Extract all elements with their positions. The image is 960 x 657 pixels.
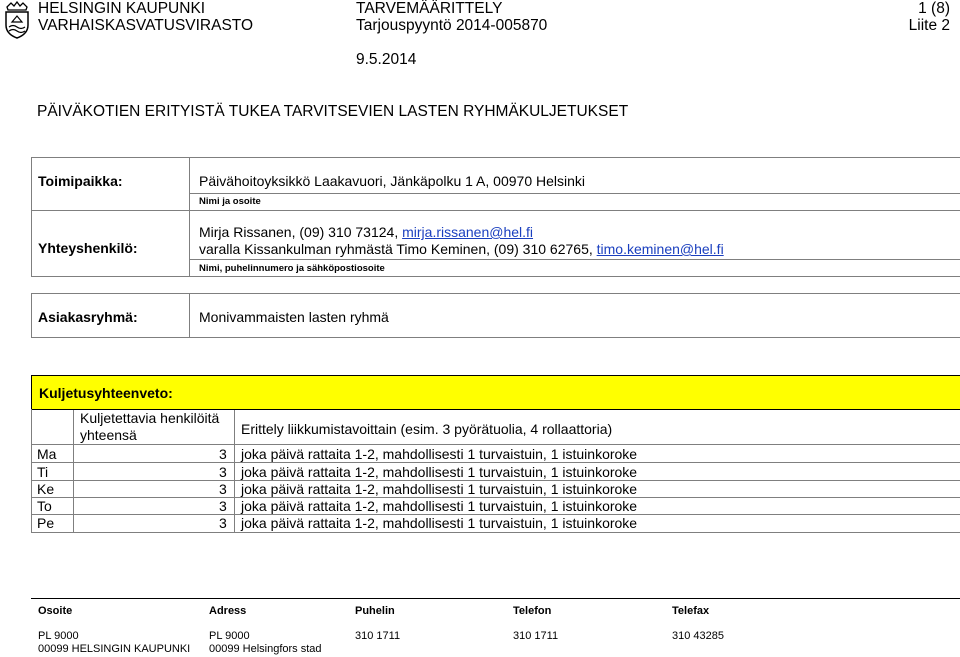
footer-telefon: 310 1711	[513, 630, 559, 642]
row-count: 3	[219, 464, 227, 480]
footer-label: Osoite	[38, 605, 73, 617]
page-number: 1 (8)	[918, 0, 950, 17]
toimipaikka-caption: Nimi ja osoite	[199, 196, 261, 207]
footer-label: Adress	[209, 605, 247, 617]
row-day: To	[37, 498, 52, 514]
city-logo	[4, 1, 30, 39]
row-count: 3	[219, 446, 227, 462]
contact-backup-text: varalla Kissankulman ryhmästä Timo Keminen, (09) 310 62765,	[199, 241, 597, 257]
doc-date: 9.5.2014	[356, 51, 417, 68]
footer-address-line-1: PL 9000	[38, 630, 79, 642]
contact-backup-email-link[interactable]: timo.keminen@hel.fi	[596, 241, 724, 257]
yhteyshenkilo-label: Yhteyshenkilö:	[38, 240, 138, 256]
org-name: HELSINGIN KAUPUNKI	[38, 0, 206, 17]
details-column-header: Erittely liikkumistavoittain (esim. 3 pyörätuolia, 4 rollaattoria)	[241, 421, 613, 437]
client-group-table	[31, 293, 960, 338]
row-day: Ma	[37, 446, 57, 462]
row-details: joka päivä rattaita 1-2, mahdollisesti 1 turvaistuin, 1 istuinkoroke	[241, 464, 638, 480]
row-details: joka päivä rattaita 1-2, mahdollisesti 1 turvaistuin, 1 istuinkoroke	[241, 446, 638, 462]
row-details: joka päivä rattaita 1-2, mahdollisesti 1 turvaistuin, 1 istuinkoroke	[241, 481, 638, 497]
footer-address-line-2: 00099 HELSINGIN KAUPUNKI	[38, 643, 191, 655]
yhteyshenkilo-caption: Nimi, puhelinnumero ja sähköpostiosoite	[199, 263, 385, 274]
contact-primary-text: Mirja Rissanen, (09) 310 73124,	[199, 224, 403, 240]
count-header-line-2: yhteensä	[80, 427, 137, 443]
footer-phone: 310 1711	[355, 630, 401, 642]
row-day: Pe	[37, 515, 55, 531]
toimipaikka-value: Päivähoitoyksikkö Laakavuori, Jänkäpolku 1 A, 00970 Helsinki	[199, 173, 586, 189]
footer-fax: 310 43285	[672, 630, 724, 642]
count-header-line-1: Kuljetettavia henkilöitä	[80, 410, 220, 426]
contact-line-2	[199, 241, 724, 257]
contact-primary-email-link[interactable]: mirja.rissanen@hel.fi	[402, 224, 534, 240]
asiakasryhma-value: Monivammaisten lasten ryhmä	[199, 309, 389, 325]
row-count: 3	[219, 498, 227, 514]
footer-adress-line-2: 00099 Helsingfors stad	[209, 643, 322, 655]
contact-line-1	[199, 224, 533, 240]
row-day: Ke	[37, 481, 55, 497]
toimipaikka-label: Toimipaikka:	[38, 173, 123, 189]
asiakasryhma-label: Asiakasryhmä:	[38, 309, 138, 325]
footer-adress-line-1: PL 9000	[209, 630, 250, 642]
doc-reference: Tarjouspyyntö 2014-005870	[356, 17, 548, 34]
footer-label: Telefax	[672, 605, 710, 617]
transport-summary-title: Kuljetusyhteenveto:	[39, 385, 173, 401]
attachment-label: Liite 2	[908, 17, 950, 34]
row-details: joka päivä rattaita 1-2, mahdollisesti 1 turvaistuin, 1 istuinkoroke	[241, 515, 638, 531]
row-count: 3	[219, 481, 227, 497]
row-details: joka päivä rattaita 1-2, mahdollisesti 1 turvaistuin, 1 istuinkoroke	[241, 498, 638, 514]
doc-type: TARVEMÄÄRITTELY	[356, 0, 503, 17]
helsinki-coat-of-arms-icon	[4, 1, 30, 39]
page-title: PÄIVÄKOTIEN ERITYISTÄ TUKEA TARVITSEVIEN LASTEN RYHMÄKULJETUKSET	[37, 103, 629, 120]
count-column-header	[80, 410, 219, 444]
row-count: 3	[219, 515, 227, 531]
footer-label: Telefon	[513, 605, 552, 617]
footer-label: Puhelin	[355, 605, 395, 617]
org-department: VARHAISKASVATUSVIRASTO	[38, 17, 254, 34]
row-day: Ti	[37, 464, 49, 480]
